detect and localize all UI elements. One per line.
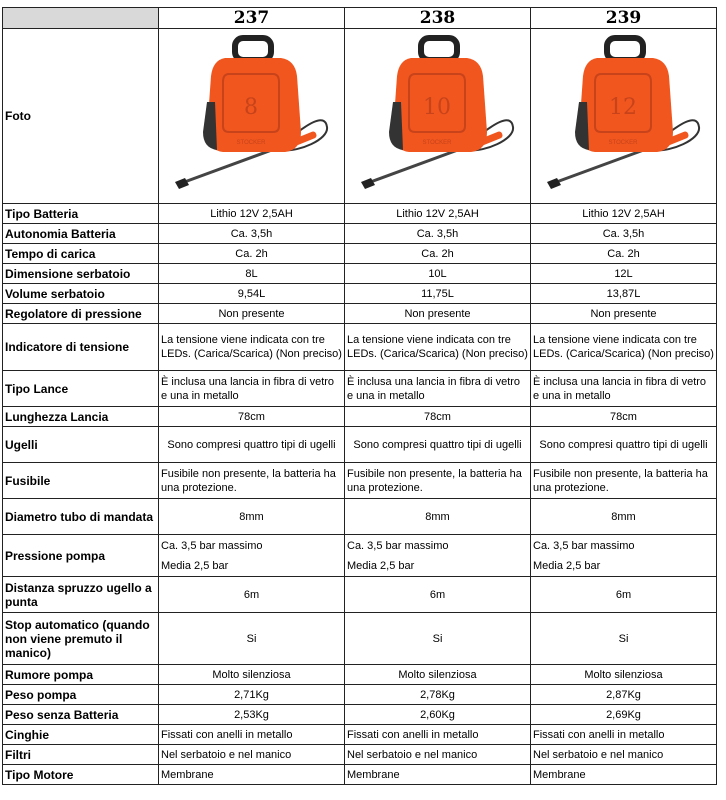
row-label: Lunghezza Lancia: [3, 407, 159, 427]
spec-value-237: 6m: [159, 577, 345, 613]
tank-handle: [235, 38, 271, 60]
tank-number: 8: [243, 95, 258, 120]
sprayer-photo: [353, 32, 523, 200]
spec-row: [3, 613, 717, 665]
spec-row: [3, 725, 717, 745]
spec-row: [3, 264, 717, 284]
spec-value-238: Molto silenziosa: [345, 665, 531, 685]
spec-row: [3, 304, 717, 324]
spec-value-237: Molto silenziosa: [159, 665, 345, 685]
spec-value-238: 8mm: [345, 499, 531, 535]
tank-side: [203, 102, 217, 150]
spec-value-237: Ca. 2h: [159, 244, 345, 264]
spec-value-237: Membrane: [159, 765, 345, 785]
spec-value-239: Fusibile non presente, la batteria ha una protezione.: [531, 463, 717, 499]
spec-value-239: Fissati con anelli in metallo: [531, 725, 717, 745]
row-label: Tipo Batteria: [3, 204, 159, 224]
photo-cell-238: [345, 29, 531, 204]
spec-value-239: Molto silenziosa: [531, 665, 717, 685]
model-239-header: 239: [531, 8, 717, 29]
spec-value-238: Sono compresi quattro tipi di ugelli: [345, 427, 531, 463]
spec-value-237: Fusibile non presente, la batteria ha una protezione.: [159, 463, 345, 499]
spec-row: [3, 407, 717, 427]
spec-value-237: Sono compresi quattro tipi di ugelli: [159, 427, 345, 463]
spec-value-237: Fissati con anelli in metallo: [159, 725, 345, 745]
spec-value-238: Fissati con anelli in metallo: [345, 725, 531, 745]
header-corner: [3, 8, 159, 29]
spec-value-238: 6m: [345, 577, 531, 613]
spec-value-239: 2,69Kg: [531, 705, 717, 725]
spec-value-239: 13,87L: [531, 284, 717, 304]
row-label: Peso pompa: [3, 685, 159, 705]
row-label: Distanza spruzzo ugello a punta: [3, 577, 159, 613]
sprayer-photo: [167, 32, 337, 200]
spec-value-239: Si: [531, 613, 717, 665]
spec-value-238: Membrane: [345, 765, 531, 785]
spec-value-237: Non presente: [159, 304, 345, 324]
row-label: Diametro tubo di mandata: [3, 499, 159, 535]
row-label: Indicatore di tensione: [3, 324, 159, 371]
row-label: Fusibile: [3, 463, 159, 499]
spec-value-239: Sono compresi quattro tipi di ugelli: [531, 427, 717, 463]
spec-value-238: 2,60Kg: [345, 705, 531, 725]
row-label: Stop automatico (quando non viene premuto il manico): [3, 613, 159, 665]
spec-row: [3, 244, 717, 264]
spec-value-237: 8L: [159, 264, 345, 284]
spec-value-237: [159, 535, 345, 577]
spec-value-239: Ca. 2h: [531, 244, 717, 264]
spec-row: [3, 204, 717, 224]
row-label: Pressione pompa: [3, 535, 159, 577]
spec-value-238: 2,78Kg: [345, 685, 531, 705]
tank-brand: STOCKER: [608, 140, 637, 146]
value-line: Ca. 3,5 bar massimo: [347, 539, 449, 552]
spec-row: [3, 427, 717, 463]
value-line: Media 2,5 bar: [347, 559, 415, 572]
spec-value-237: Lithio 12V 2,5AH: [159, 204, 345, 224]
row-label: Ugelli: [3, 427, 159, 463]
spec-value-237: Ca. 3,5h: [159, 224, 345, 244]
spec-value-238: Si: [345, 613, 531, 665]
header-row: [3, 8, 717, 29]
spec-value-239: Ca. 3,5h: [531, 224, 717, 244]
spec-value-238: 78cm: [345, 407, 531, 427]
spec-row: [3, 324, 717, 371]
row-label: Regolatore di pressione: [3, 304, 159, 324]
spec-value-238: La tensione viene indicata con tre LEDs. (Carica/Scarica) (Non preciso): [345, 324, 531, 371]
spec-value-237: È inclusa una lancia in fibra di vetro e una in metallo: [159, 371, 345, 407]
value-line: Ca. 3,5 bar massimo: [533, 539, 635, 552]
spec-value-237: Si: [159, 613, 345, 665]
photo-cell-237: [159, 29, 345, 204]
row-label: Rumore pompa: [3, 665, 159, 685]
spec-row: [3, 665, 717, 685]
spec-row: [3, 371, 717, 407]
tank-brand: STOCKER: [236, 140, 265, 146]
spec-value-237: 78cm: [159, 407, 345, 427]
photo-cell-239: [531, 29, 717, 204]
spec-value-239: 12L: [531, 264, 717, 284]
spec-value-239: 8mm: [531, 499, 717, 535]
spec-value-238: Fusibile non presente, la batteria ha una protezione.: [345, 463, 531, 499]
spec-table: [2, 7, 717, 785]
spec-value-238: Ca. 3,5h: [345, 224, 531, 244]
spec-value-239: 78cm: [531, 407, 717, 427]
spec-value-237: La tensione viene indicata con tre LEDs. (Carica/Scarica) (Non preciso): [159, 324, 345, 371]
model-237-header: 237: [159, 8, 345, 29]
spec-row: [3, 224, 717, 244]
spec-value-239: 2,87Kg: [531, 685, 717, 705]
spec-value-239: 6m: [531, 577, 717, 613]
value-line: Media 2,5 bar: [161, 559, 229, 572]
spec-value-238: È inclusa una lancia in fibra di vetro e una in metallo: [345, 371, 531, 407]
tank-number: 12: [608, 95, 637, 120]
spec-value-239: Lithio 12V 2,5AH: [531, 204, 717, 224]
tank-side: [389, 102, 403, 150]
row-label: Foto: [3, 29, 159, 204]
row-label: Cinghie: [3, 725, 159, 745]
spec-value-238: [345, 535, 531, 577]
spec-row: [3, 577, 717, 613]
photo-row: [3, 29, 717, 204]
sprayer-photo: [539, 32, 709, 200]
spec-value-237: 2,53Kg: [159, 705, 345, 725]
spec-value-237: Nel serbatoio e nel manico: [159, 745, 345, 765]
spec-value-238: 11,75L: [345, 284, 531, 304]
spec-row: [3, 284, 717, 304]
row-label: Volume serbatoio: [3, 284, 159, 304]
row-label: Tipo Motore: [3, 765, 159, 785]
spec-value-239: [531, 535, 717, 577]
spec-row: [3, 705, 717, 725]
spec-value-239: È inclusa una lancia in fibra di vetro e una in metallo: [531, 371, 717, 407]
spec-row: [3, 499, 717, 535]
row-label: Tipo Lance: [3, 371, 159, 407]
tank-side: [575, 102, 589, 150]
row-label: Autonomia Batteria: [3, 224, 159, 244]
model-238-header: 238: [345, 8, 531, 29]
tank-handle: [607, 38, 643, 60]
row-label: Filtri: [3, 745, 159, 765]
spec-row: [3, 535, 717, 577]
spec-value-239: Non presente: [531, 304, 717, 324]
row-label: Tempo di carica: [3, 244, 159, 264]
tank-number: 10: [422, 95, 451, 120]
spec-value-238: Nel serbatoio e nel manico: [345, 745, 531, 765]
spec-value-239: La tensione viene indicata con tre LEDs. (Carica/Scarica) (Non preciso): [531, 324, 717, 371]
spec-value-237: 9,54L: [159, 284, 345, 304]
spec-value-238: Lithio 12V 2,5AH: [345, 204, 531, 224]
spec-row: [3, 745, 717, 765]
tank-handle: [421, 38, 457, 60]
row-label: Peso senza Batteria: [3, 705, 159, 725]
value-line: Ca. 3,5 bar massimo: [161, 539, 263, 552]
spec-value-238: Ca. 2h: [345, 244, 531, 264]
spec-value-238: Non presente: [345, 304, 531, 324]
row-label: Dimensione serbatoio: [3, 264, 159, 284]
value-line: Media 2,5 bar: [533, 559, 601, 572]
spec-value-237: 8mm: [159, 499, 345, 535]
spec-value-239: Nel serbatoio e nel manico: [531, 745, 717, 765]
spec-value-238: 10L: [345, 264, 531, 284]
spec-row: [3, 765, 717, 785]
spec-value-237: 2,71Kg: [159, 685, 345, 705]
spec-row: [3, 685, 717, 705]
tank-brand: STOCKER: [422, 140, 451, 146]
spec-value-239: Membrane: [531, 765, 717, 785]
spec-row: [3, 463, 717, 499]
